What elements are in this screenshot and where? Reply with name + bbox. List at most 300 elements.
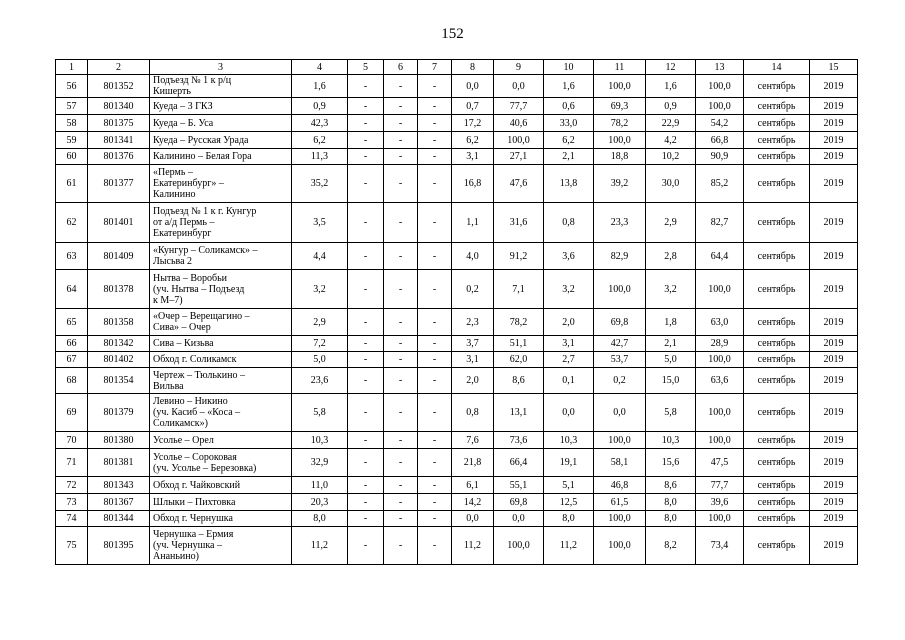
cell-n: 65 [56, 309, 88, 336]
cell-c12: 1,6 [646, 75, 696, 98]
cell-c7: - [418, 270, 452, 309]
column-header-13: 13 [696, 60, 744, 75]
cell-c8: 6,2 [452, 132, 494, 149]
cell-c6: - [384, 494, 418, 511]
table-row [56, 270, 858, 309]
cell-n: 59 [56, 132, 88, 149]
cell-c13: 66,8 [696, 132, 744, 149]
road-name-cell [150, 336, 292, 352]
cell-code: 801341 [88, 132, 150, 149]
road-name-cell [150, 511, 292, 527]
cell-c7: - [418, 511, 452, 527]
cell-year: 2019 [810, 336, 858, 352]
road-name-cell [150, 352, 292, 368]
cell-c6: - [384, 149, 418, 165]
cell-month: сентябрь [744, 149, 810, 165]
road-name-line: Подъезд № 1 к г. Кунгур [153, 206, 257, 217]
cell-year: 2019 [810, 98, 858, 115]
cell-month: сентябрь [744, 75, 810, 98]
table-row [56, 149, 858, 165]
cell-c10: 11,2 [544, 527, 594, 565]
cell-c7: - [418, 527, 452, 565]
cell-c12: 5,0 [646, 352, 696, 368]
cell-c7: - [418, 394, 452, 432]
cell-c9: 13,1 [494, 394, 544, 432]
cell-c10: 3,1 [544, 336, 594, 352]
cell-c7: - [418, 132, 452, 149]
cell-c10: 6,2 [544, 132, 594, 149]
cell-c5: - [348, 98, 384, 115]
road-name-line: «Кунгур – Соликамск» – [153, 245, 258, 256]
cell-n: 67 [56, 352, 88, 368]
cell-n: 62 [56, 203, 88, 243]
cell-c9: 0,0 [494, 511, 544, 527]
cell-year: 2019 [810, 394, 858, 432]
cell-c10: 0,0 [544, 394, 594, 432]
cell-n: 57 [56, 98, 88, 115]
cell-c6: - [384, 98, 418, 115]
table-row [56, 243, 858, 270]
cell-c13: 100,0 [696, 98, 744, 115]
road-name-line: Екатеринбург» – [153, 178, 224, 189]
road-name-cell [150, 132, 292, 149]
cell-c10: 0,1 [544, 368, 594, 394]
cell-month: сентябрь [744, 132, 810, 149]
road-name-line: Вильва [153, 380, 184, 392]
cell-month: сентябрь [744, 511, 810, 527]
cell-c5: - [348, 511, 384, 527]
cell-c4: 2,9 [292, 309, 348, 336]
cell-c10: 1,6 [544, 75, 594, 98]
road-name-line: Екатеринбург [153, 228, 212, 239]
road-name-line: Обход г. Чайковский [153, 479, 241, 491]
road-name-cell [150, 75, 292, 98]
cell-n: 73 [56, 494, 88, 511]
cell-c7: - [418, 309, 452, 336]
road-name-cell [150, 98, 292, 115]
cell-c10: 33,0 [544, 115, 594, 132]
road-name-cell [150, 394, 292, 432]
cell-c5: - [348, 527, 384, 565]
cell-c10: 8,0 [544, 511, 594, 527]
cell-n: 66 [56, 336, 88, 352]
road-name-line: Соликамск») [153, 418, 208, 429]
cell-year: 2019 [810, 149, 858, 165]
cell-c8: 3,7 [452, 336, 494, 352]
cell-c13: 63,0 [696, 309, 744, 336]
cell-c5: - [348, 494, 384, 511]
cell-code: 801367 [88, 494, 150, 511]
cell-month: сентябрь [744, 477, 810, 494]
cell-c9: 0,0 [494, 75, 544, 98]
cell-c9: 78,2 [494, 309, 544, 336]
cell-c12: 5,8 [646, 394, 696, 432]
road-name-cell [150, 243, 292, 270]
table-row [56, 352, 858, 368]
road-name-cell [150, 115, 292, 132]
road-name-line: к М–7) [153, 294, 183, 306]
cell-c4: 1,6 [292, 75, 348, 98]
cell-c6: - [384, 132, 418, 149]
cell-code: 801376 [88, 149, 150, 165]
cell-c11: 100,0 [594, 432, 646, 449]
cell-c7: - [418, 336, 452, 352]
cell-c13: 90,9 [696, 149, 744, 165]
cell-c12: 0,9 [646, 98, 696, 115]
cell-c6: - [384, 511, 418, 527]
cell-c11: 78,2 [594, 115, 646, 132]
cell-code: 801401 [88, 203, 150, 243]
road-name-line: Сива – Кизьва [153, 338, 214, 349]
road-name-line: Подъезд № 1 к р/ц [153, 75, 232, 86]
cell-c8: 14,2 [452, 494, 494, 511]
road-data-table [55, 59, 858, 565]
header-row [56, 60, 858, 75]
cell-c9: 51,1 [494, 336, 544, 352]
table-row [56, 527, 858, 565]
road-name-line: Обход г. Чернушка [153, 513, 233, 524]
road-name-line: Обход г. Соликамск [153, 354, 237, 365]
column-header-15: 15 [810, 60, 858, 75]
cell-c5: - [348, 368, 384, 394]
cell-c4: 35,2 [292, 165, 348, 203]
cell-c4: 32,9 [292, 449, 348, 477]
cell-c12: 8,2 [646, 527, 696, 565]
cell-c6: - [384, 352, 418, 368]
cell-c12: 8,0 [646, 494, 696, 511]
cell-c8: 0,0 [452, 75, 494, 98]
cell-c9: 27,1 [494, 149, 544, 165]
cell-c4: 10,3 [292, 432, 348, 449]
table-row [56, 203, 858, 243]
cell-c9: 62,0 [494, 352, 544, 368]
cell-year: 2019 [810, 243, 858, 270]
cell-c9: 40,6 [494, 115, 544, 132]
road-name-cell [150, 432, 292, 449]
cell-code: 801402 [88, 352, 150, 368]
cell-c11: 53,7 [594, 352, 646, 368]
cell-n: 70 [56, 432, 88, 449]
cell-c11: 58,1 [594, 449, 646, 477]
column-header-4: 4 [292, 60, 348, 75]
cell-code: 801358 [88, 309, 150, 336]
cell-n: 68 [56, 368, 88, 394]
cell-code: 801340 [88, 98, 150, 115]
road-name-line: Нытва – Воробьи [153, 272, 228, 284]
table-row [56, 309, 858, 336]
cell-c5: - [348, 270, 384, 309]
cell-c13: 63,6 [696, 368, 744, 394]
road-name-line: Калинино – Белая Гора [153, 151, 252, 162]
cell-year: 2019 [810, 165, 858, 203]
road-name-line: (уч. Касиб – «Коса – [153, 407, 241, 418]
cell-n: 75 [56, 527, 88, 565]
cell-c12: 1,8 [646, 309, 696, 336]
cell-c11: 100,0 [594, 511, 646, 527]
cell-c9: 47,6 [494, 165, 544, 203]
cell-c6: - [384, 394, 418, 432]
cell-c8: 3,1 [452, 149, 494, 165]
cell-year: 2019 [810, 368, 858, 394]
cell-c11: 18,8 [594, 149, 646, 165]
cell-c11: 0,0 [594, 394, 646, 432]
cell-code: 801395 [88, 527, 150, 565]
cell-c11: 100,0 [594, 132, 646, 149]
cell-c5: - [348, 394, 384, 432]
cell-c8: 6,1 [452, 477, 494, 494]
cell-code: 801342 [88, 336, 150, 352]
cell-c8: 7,6 [452, 432, 494, 449]
cell-month: сентябрь [744, 165, 810, 203]
cell-year: 2019 [810, 115, 858, 132]
cell-code: 801377 [88, 165, 150, 203]
cell-code: 801381 [88, 449, 150, 477]
cell-c11: 46,8 [594, 477, 646, 494]
cell-month: сентябрь [744, 432, 810, 449]
cell-c9: 8,6 [494, 368, 544, 394]
cell-year: 2019 [810, 527, 858, 565]
column-header-10: 10 [544, 60, 594, 75]
cell-c12: 4,2 [646, 132, 696, 149]
cell-c6: - [384, 477, 418, 494]
road-name-cell [150, 203, 292, 243]
cell-c7: - [418, 449, 452, 477]
cell-c12: 10,3 [646, 432, 696, 449]
cell-c7: - [418, 494, 452, 511]
cell-c11: 100,0 [594, 270, 646, 309]
cell-c8: 16,8 [452, 165, 494, 203]
road-name-cell [150, 449, 292, 477]
cell-code: 801375 [88, 115, 150, 132]
cell-year: 2019 [810, 352, 858, 368]
cell-c11: 82,9 [594, 243, 646, 270]
cell-c10: 0,8 [544, 203, 594, 243]
cell-n: 61 [56, 165, 88, 203]
column-header-1: 1 [56, 60, 88, 75]
cell-month: сентябрь [744, 394, 810, 432]
cell-c4: 20,3 [292, 494, 348, 511]
cell-c5: - [348, 149, 384, 165]
road-name-line: «Пермь – [153, 167, 193, 178]
road-name-line: от а/д Пермь – [153, 217, 215, 228]
cell-n: 58 [56, 115, 88, 132]
cell-c10: 10,3 [544, 432, 594, 449]
road-name-line: Куеда – 3 ГКЗ [153, 100, 213, 112]
road-name-cell [150, 165, 292, 203]
column-header-12: 12 [646, 60, 696, 75]
cell-c8: 11,2 [452, 527, 494, 565]
cell-c7: - [418, 115, 452, 132]
cell-c8: 2,0 [452, 368, 494, 394]
cell-c11: 39,2 [594, 165, 646, 203]
table-row [56, 132, 858, 149]
cell-c9: 100,0 [494, 132, 544, 149]
cell-c12: 30,0 [646, 165, 696, 203]
cell-c7: - [418, 243, 452, 270]
cell-year: 2019 [810, 309, 858, 336]
cell-month: сентябрь [744, 243, 810, 270]
cell-c4: 3,5 [292, 203, 348, 243]
road-name-line: (уч. Нытва – Подъезд [153, 283, 245, 295]
cell-c10: 2,1 [544, 149, 594, 165]
cell-c13: 100,0 [696, 432, 744, 449]
table-row [56, 336, 858, 352]
cell-c7: - [418, 98, 452, 115]
cell-c13: 64,4 [696, 243, 744, 270]
cell-c5: - [348, 336, 384, 352]
cell-c11: 61,5 [594, 494, 646, 511]
cell-c5: - [348, 75, 384, 98]
cell-c4: 11,2 [292, 527, 348, 565]
cell-c6: - [384, 336, 418, 352]
column-header-2: 2 [88, 60, 150, 75]
cell-c5: - [348, 203, 384, 243]
road-name-line: (уч. Усолье – Березовка) [153, 462, 257, 474]
column-header-14: 14 [744, 60, 810, 75]
cell-code: 801343 [88, 477, 150, 494]
cell-month: сентябрь [744, 368, 810, 394]
cell-year: 2019 [810, 511, 858, 527]
cell-c6: - [384, 203, 418, 243]
cell-month: сентябрь [744, 449, 810, 477]
table-row [56, 477, 858, 494]
road-name-line: Калинино [153, 189, 196, 200]
cell-c12: 3,2 [646, 270, 696, 309]
road-name-line: Куеда – Русская Урада [153, 134, 249, 146]
table-row [56, 368, 858, 394]
table-row [56, 432, 858, 449]
cell-c5: - [348, 432, 384, 449]
cell-code: 801409 [88, 243, 150, 270]
cell-c5: - [348, 352, 384, 368]
cell-year: 2019 [810, 203, 858, 243]
cell-c13: 100,0 [696, 352, 744, 368]
cell-c7: - [418, 75, 452, 98]
cell-c11: 100,0 [594, 75, 646, 98]
cell-c9: 91,2 [494, 243, 544, 270]
table-row [56, 98, 858, 115]
cell-c5: - [348, 309, 384, 336]
road-name-cell [150, 477, 292, 494]
cell-c12: 8,6 [646, 477, 696, 494]
cell-c6: - [384, 115, 418, 132]
cell-c13: 100,0 [696, 394, 744, 432]
cell-c6: - [384, 165, 418, 203]
cell-n: 56 [56, 75, 88, 98]
table-row [56, 394, 858, 432]
cell-c8: 4,0 [452, 243, 494, 270]
cell-c4: 23,6 [292, 368, 348, 394]
cell-c8: 1,1 [452, 203, 494, 243]
cell-c10: 2,7 [544, 352, 594, 368]
road-name-cell [150, 368, 292, 394]
cell-code: 801352 [88, 75, 150, 98]
cell-c5: - [348, 449, 384, 477]
cell-c12: 2,8 [646, 243, 696, 270]
cell-c10: 12,5 [544, 494, 594, 511]
cell-month: сентябрь [744, 98, 810, 115]
cell-c5: - [348, 243, 384, 270]
cell-month: сентябрь [744, 270, 810, 309]
cell-c10: 13,8 [544, 165, 594, 203]
cell-c6: - [384, 309, 418, 336]
cell-c13: 85,2 [696, 165, 744, 203]
cell-n: 72 [56, 477, 88, 494]
cell-c10: 3,2 [544, 270, 594, 309]
table-row [56, 511, 858, 527]
cell-c11: 69,3 [594, 98, 646, 115]
cell-c9: 100,0 [494, 527, 544, 565]
cell-year: 2019 [810, 449, 858, 477]
road-name-line: «Очер – Верещагино – [153, 311, 250, 322]
cell-month: сентябрь [744, 115, 810, 132]
road-name-cell [150, 494, 292, 511]
cell-c7: - [418, 477, 452, 494]
cell-c13: 100,0 [696, 511, 744, 527]
cell-n: 71 [56, 449, 88, 477]
road-name-line: Левино – Никино [153, 396, 228, 407]
cell-n: 60 [56, 149, 88, 165]
cell-c7: - [418, 352, 452, 368]
table-body [56, 75, 858, 565]
cell-month: сентябрь [744, 352, 810, 368]
road-name-cell [150, 270, 292, 309]
cell-month: сентябрь [744, 309, 810, 336]
cell-month: сентябрь [744, 527, 810, 565]
road-name-line: Чернушка – Ермия [153, 529, 234, 540]
cell-c9: 73,6 [494, 432, 544, 449]
cell-c6: - [384, 270, 418, 309]
cell-c11: 42,7 [594, 336, 646, 352]
cell-c4: 8,0 [292, 511, 348, 527]
road-name-line: Чертеж – Тюлькино – [153, 369, 245, 381]
page-number: 152 [441, 26, 464, 42]
cell-c12: 22,9 [646, 115, 696, 132]
cell-code: 801378 [88, 270, 150, 309]
cell-year: 2019 [810, 432, 858, 449]
cell-c5: - [348, 115, 384, 132]
road-name-cell [150, 149, 292, 165]
cell-c6: - [384, 368, 418, 394]
cell-c4: 6,2 [292, 132, 348, 149]
cell-c4: 3,2 [292, 270, 348, 309]
table-row [56, 494, 858, 511]
table-row [56, 165, 858, 203]
cell-c9: 31,6 [494, 203, 544, 243]
cell-c6: - [384, 75, 418, 98]
road-name-cell [150, 527, 292, 565]
cell-c10: 5,1 [544, 477, 594, 494]
cell-c4: 7,2 [292, 336, 348, 352]
cell-n: 63 [56, 243, 88, 270]
road-name-line: Сива» – Очер [153, 322, 211, 333]
cell-c4: 4,4 [292, 243, 348, 270]
cell-c13: 47,5 [696, 449, 744, 477]
cell-c9: 55,1 [494, 477, 544, 494]
cell-c9: 69,8 [494, 494, 544, 511]
road-name-line: Лысьва 2 [153, 256, 193, 267]
cell-c10: 0,6 [544, 98, 594, 115]
cell-c4: 11,0 [292, 477, 348, 494]
table-row [56, 75, 858, 98]
road-name-line: Усолье – Орел [153, 434, 214, 446]
cell-c12: 8,0 [646, 511, 696, 527]
road-name-line: Кишерть [153, 86, 191, 97]
cell-c13: 73,4 [696, 527, 744, 565]
column-header-5: 5 [348, 60, 384, 75]
cell-c10: 19,1 [544, 449, 594, 477]
cell-c8: 17,2 [452, 115, 494, 132]
